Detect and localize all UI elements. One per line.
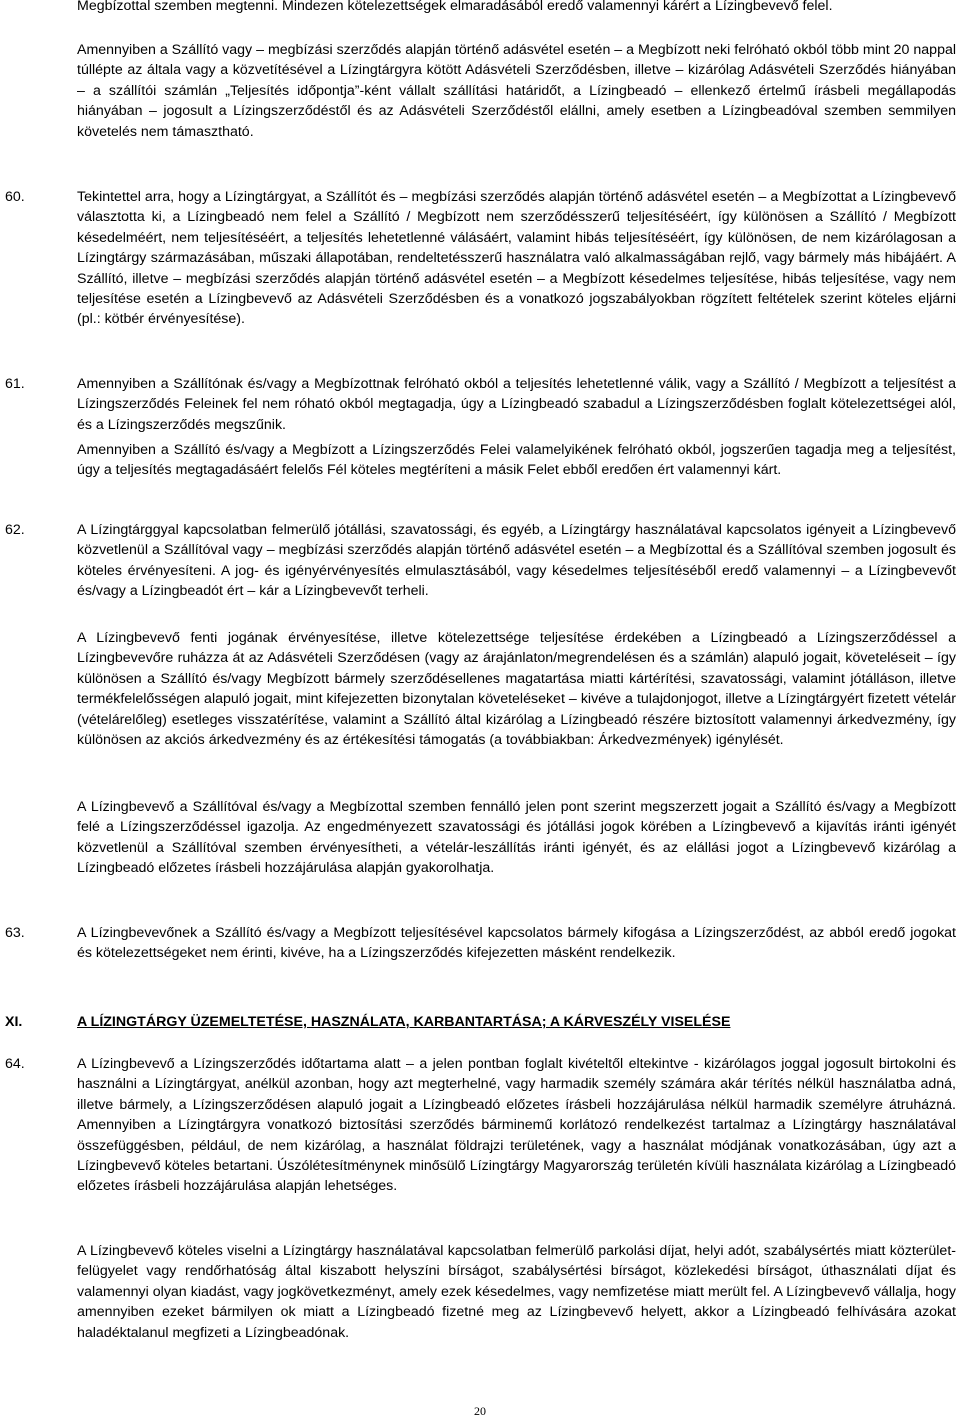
paragraph-continuation: Megbízottal szemben megtenni. Mindezen kötelezettségek elmaradásából eredő valamennyi kárért a Lízingbevevő felel. xyxy=(77,0,833,14)
item-number-63: 63. xyxy=(5,925,25,941)
paragraph-64-a: A Lízingbevevő a Lízingszerződés időtartama alatt – a jelen pontban foglalt kivételtől eltekintve - kizárólagos joggal jogosult birtokolni és használni a Lízingtárgyat, anélkül azonban, hogy azt megterhelné, vagy harmadik személy számára akár térítés nélkül használatba adná, illetve bármely, a Lízingszerződésen alapuló jogait a Lízingbeadó előzetes írásbeli hozzájárulása nélkül harmadik személyre átruházná. Amennyiben a Lízingtárgyra vonatkozó biztosítási szerződés bárminemű korlátozó rendelkezést tartalmaz a Lízingtárgy használatával összefüggésben, például, de nem kizárólag, a használat földrajzi területének, vagy a használat módjának vonatkozásában, úgy azt a Lízingbevevő köteles betartani. Úszólétesítménynek minősülő Lízingtárgy Magyarország területén kívüli használata kizárólag a Lízingbeadó előzetes írásbeli hozzájárulása alapján lehetséges. xyxy=(77,1056,956,1195)
paragraph-delivery-deadline: Amennyiben a Szállító vagy – megbízási szerződés alapján történő adásvétel esetén – a Megbízott neki felróható okból több mint 20 nappal túllépte az általa vagy a közvetítésével a Lízingtárgyra kötött Adásvételi Szerződésben, illetve – kizárólag Adásvételi Szerződés hiányában – a szállítói számlán „Teljesítés időpontja”-ként vállalt szállítási határidőt, a Lízingbeadó – ellenkező értelmű írásbeli megállapodás hiányában – jogosult a Lízingszerződéstől és az Adásvételi Szerződéstől elállni, amely esetben a Lízingbeadóval szemben semmilyen követelés nem támasztható. xyxy=(77,42,956,140)
item-number-64: 64. xyxy=(5,1056,25,1072)
section-heading: A LÍZINGTÁRGY ÜZEMELTETÉSE, HASZNÁLATA, KARBANTARTÁSA; A KÁRVESZÉLY VISELÉSE xyxy=(77,1014,731,1030)
paragraph-63: A Lízingbevevőnek a Szállító és/vagy a Megbízott teljesítésével kapcsolatos bármely kifogása a Lízingszerződést, az abból eredő jogokat és kötelezettségeket nem érinti, kivéve, ha a Lízingszerződés kifejezetten másként rendelkezik. xyxy=(77,925,956,962)
paragraph-62-a: A Lízingtárggyal kapcsolatban felmerülő jótállási, szavatossági, és egyéb, a Lízingtárgy használatával kapcsolatos igényeit a Lízingbevevő közvetlenül a Szállítóval vagy – megbízási szerződés alapján történő adásvétel esetén – a Megbízottal és a Szállítóval szemben jogosult és köteles érvényesíteni. A jog- és igényérvényesítés elmulasztásából, vagy késedelmes teljesítéséből eredő valamennyi – a Lízingbevevőt és/vagy a Lízingbeadót ért – kár a Lízingbevevőt terheli. xyxy=(77,522,956,600)
paragraph-64-b: A Lízingbevevő köteles viselni a Lízingtárgy használatával kapcsolatban felmerülő parkolási díjat, helyi adót, szabálysértés miatt közterület-felügyelet vagy rendőrhatóság által kiszabott helyszíni bírságot, szabálysértési bírságot, közlekedési bírságot, úthasználati díjat és valamennyi olyan kiadást, vagy jogkövetkezményt, amely ezek késedelmes, vagy nemfizetése miatt merült fel. A Lízingbevevő vállalja, hogy amennyiben ezeket bármilyen ok miatt a Lízingbeadó fizetné meg az Lízingbevevő helyett, akkor a Lízingbeadó felhívására azokat haladéktalanul megfizeti a Lízingbeadónak. xyxy=(77,1243,956,1341)
page-number: 20 xyxy=(474,1404,486,1418)
item-number-60: 60. xyxy=(5,189,25,205)
paragraph-62-b: A Lízingbevevő fenti jogának érvényesítése, illetve kötelezettsége teljesítése érdekében a Lízingbeadó a Lízingszerződéssel a Lízingbevevőre ruházza át az Adásvételi Szerződésen (vagy az árajánlaton/megrendelésen és a számlán) alapuló jogait, követeléseit – így különösen a Szállító és/vagy Megbízott bármely szerződésellenes magatartása miatti kártérítési, szavatossági, valamint jótálláson, illetve termékfelelősségen alapuló jogait, mint kifejezetten bizonytalan követeléseket – kivéve a tulajdonjogot, illetve a Lízingtárgyért fizetett vételár (vételárelőleg) esetleges visszatérítése, valamint a Szállító által kizárólag a Lízingbeadó részére biztosított valamennyi árkedvezmény, így különösen az akciós árkedvezmény és az értékesítési támogatás (a továbbiakban: Árkedvezmények) igénylését. xyxy=(77,630,956,749)
paragraph-61-b: Amennyiben a Szállító és/vagy a Megbízott a Lízingszerződés Felei valamelyikének felróható okból, jogszerűen tagadja meg a teljesítést, úgy a teljesítés megtagadásáért felelős Fél köteles megtéríteni a másik Felet ebből eredően ért valamennyi kárt. xyxy=(77,442,956,479)
paragraph-60: Tekintettel arra, hogy a Lízingtárgyat, a Szállítót és – megbízási szerződés alapján történő adásvétel esetén – a Megbízottat a Lízingbevevő választotta ki, a Lízingbeadó nem felel a Szállító / Megbízott nem szerződésszerű teljesítéséért, így különösen a Szállító / Megbízott késedelméért, nem teljesítéséért, a teljesítés lehetetlenné válásáért, valamint hibás teljesítéséért, így különösen, de nem kizárólagosan a Lízingtárgy származásában, műszaki állapotában, rendeltetésszerű használatra való alkalmasságában rejlő, vagy bármely más hibájáért. A Szállító, illetve – megbízási szerződés alapján történő adásvétel esetén – a Megbízott késedelmes teljesítése, hibás teljesítése, vagy nem teljesítése esetén a Lízingbevevő az Adásvételi Szerződésben és a vonatkozó jogszabályokban rögzített feltételek szerint köteles eljárni (pl.: kötbér érvényesítése). xyxy=(77,189,956,328)
paragraph-62-c: A Lízingbevevő a Szállítóval és/vagy a Megbízottal szemben fennálló jelen pont szerint megszerzett jogait a Szállító és/vagy a Megbízott felé a Lízingszerződéssel igazolja. Az engedményezett szavatossági és jótállási jogok körében a Lízingbevevő a kijavítás iránti igényét közvetlenül a Szállítóval szemben érvényesítheti, a vételár-leszállítás iránti igényét, és az elállási jogot a Lízingbevevő kizárólag a Lízingbeadó előzetes írásbeli hozzájárulása alapján gyakorolhatja. xyxy=(77,799,956,877)
section-number: XI. xyxy=(5,1014,23,1030)
item-number-62: 62. xyxy=(5,522,25,538)
item-number-61: 61. xyxy=(5,376,25,392)
paragraph-61-a: Amennyiben a Szállítónak és/vagy a Megbízottnak felróható okból a teljesítés lehetetlenné válik, vagy a Szállító / Megbízott a teljesítést a Lízingszerződés Feleinek fel nem róható okból megtagadja, úgy a Lízingbeadó szabadul a Lízingszerződésben foglalt kötelezettségei alól, és a Lízingszerződés megszűnik. xyxy=(77,376,956,433)
